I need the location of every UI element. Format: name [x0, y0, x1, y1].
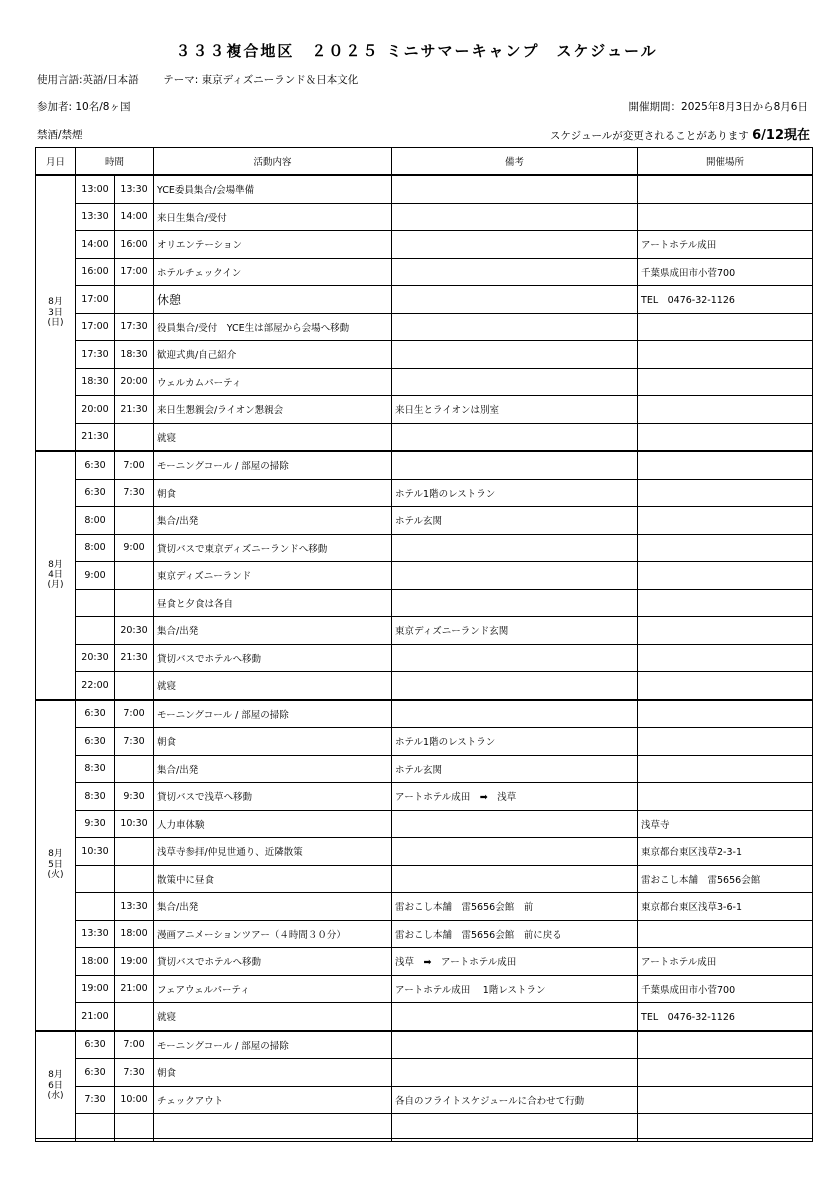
note-cell — [392, 451, 638, 479]
venue-cell — [638, 534, 813, 562]
activity-cell: 朝食 — [154, 479, 392, 507]
venue-cell — [638, 451, 813, 479]
activity-cell: 来日生集合/受付 — [154, 203, 392, 231]
activity-cell: 朝食 — [154, 1059, 392, 1087]
table-bottom-rule — [35, 1138, 812, 1139]
activity-cell: 集合/出発 — [154, 893, 392, 921]
table-row — [36, 396, 813, 424]
end-time-cell — [115, 562, 154, 590]
start-time-cell: 17:00 — [76, 313, 115, 341]
table-row — [36, 644, 813, 672]
note-cell — [392, 589, 638, 617]
end-time-cell: 20:30 — [115, 617, 154, 645]
note-cell — [392, 341, 638, 369]
venue-cell — [638, 1059, 813, 1087]
table-row — [36, 755, 813, 783]
activity-cell: オリエンテーション — [154, 231, 392, 259]
start-time-cell: 17:30 — [76, 341, 115, 369]
start-time-cell: 6:30 — [76, 1031, 115, 1059]
activity-cell: 東京ディズニーランド — [154, 562, 392, 590]
venue-cell — [638, 341, 813, 369]
note-cell — [392, 286, 638, 314]
date-cell: 8月 3日 (日) — [36, 175, 76, 451]
note-cell — [392, 423, 638, 451]
venue-cell — [638, 589, 813, 617]
table-row — [36, 286, 813, 314]
end-time-cell: 10:00 — [115, 1086, 154, 1114]
end-time-cell — [115, 423, 154, 451]
table-row — [36, 507, 813, 535]
venue-cell — [638, 672, 813, 700]
start-time-cell — [76, 865, 115, 893]
activity-cell: 人力車体験 — [154, 810, 392, 838]
activity-cell: 就寝 — [154, 1003, 392, 1031]
date-cell: 8月 4日 (月) — [36, 451, 76, 700]
start-time-cell: 20:00 — [76, 396, 115, 424]
table-row — [36, 783, 813, 811]
start-time-cell: 13:00 — [76, 175, 115, 203]
table-row — [36, 1031, 813, 1059]
note-cell: ホテル玄関 — [392, 507, 638, 535]
table-row — [36, 589, 813, 617]
venue-cell — [638, 644, 813, 672]
table-row — [36, 948, 813, 976]
note-cell: 雷おこし本舗 雷5656会館 前 — [392, 893, 638, 921]
schedule-table — [35, 147, 813, 1142]
start-time-cell: 9:00 — [76, 562, 115, 590]
venue-cell — [638, 203, 813, 231]
activity-cell: 来日生懇親会/ライオン懇親会 — [154, 396, 392, 424]
table-row — [36, 258, 813, 286]
activity-cell: チェックアウト — [154, 1086, 392, 1114]
note-cell: ホテル1階のレストラン — [392, 728, 638, 756]
table-row — [36, 838, 813, 866]
venue-cell — [638, 368, 813, 396]
note-cell — [392, 258, 638, 286]
activity-cell: モーニングコール / 部屋の掃除 — [154, 700, 392, 728]
rules-text: 禁酒/禁煙 — [37, 129, 83, 141]
end-time-cell: 9:00 — [115, 534, 154, 562]
table-row — [36, 617, 813, 645]
table-row — [36, 423, 813, 451]
table-row — [36, 534, 813, 562]
table-row — [36, 672, 813, 700]
start-time-cell: 6:30 — [76, 479, 115, 507]
start-time-cell: 6:30 — [76, 451, 115, 479]
end-time-cell — [115, 286, 154, 314]
venue-cell: アートホテル成田 — [638, 231, 813, 259]
table-row — [36, 893, 813, 921]
note-cell: ホテル1階のレストラン — [392, 479, 638, 507]
table-row — [36, 368, 813, 396]
venue-cell: 千葉県成田市小菅700 — [638, 975, 813, 1003]
table-row — [36, 313, 813, 341]
note-cell: アートホテル成田 1階レストラン — [392, 975, 638, 1003]
venue-cell: 東京都台東区浅草3-6-1 — [638, 893, 813, 921]
start-time-cell — [76, 1114, 115, 1142]
end-time-cell: 17:00 — [115, 258, 154, 286]
venue-cell: TEL 0476-32-1126 — [638, 286, 813, 314]
table-row — [36, 975, 813, 1003]
note-cell — [392, 865, 638, 893]
activity-cell: 昼食と夕食は各自 — [154, 589, 392, 617]
start-time-cell — [76, 617, 115, 645]
venue-cell — [638, 507, 813, 535]
note-cell — [392, 1059, 638, 1087]
header-venue: 開催場所 — [638, 148, 813, 176]
table-row — [36, 451, 813, 479]
table-row — [36, 810, 813, 838]
note-cell: 各自のフライトスケジュールに合わせて行動 — [392, 1086, 638, 1114]
date-cell: 8月 6日 (水) — [36, 1031, 76, 1142]
venue-cell — [638, 479, 813, 507]
activity-cell: モーニングコール / 部屋の掃除 — [154, 1031, 392, 1059]
start-time-cell: 8:30 — [76, 755, 115, 783]
start-time-cell: 13:30 — [76, 920, 115, 948]
start-time-cell: 10:30 — [76, 838, 115, 866]
end-time-cell: 17:30 — [115, 313, 154, 341]
start-time-cell: 6:30 — [76, 728, 115, 756]
as-of-date: 6/12現在 — [752, 128, 810, 143]
start-time-cell — [76, 589, 115, 617]
note-cell — [392, 672, 638, 700]
note-cell — [392, 562, 638, 590]
end-time-cell: 13:30 — [115, 893, 154, 921]
header-notes: 備考 — [392, 148, 638, 176]
note-cell: 浅草 ➡ アートホテル成田 — [392, 948, 638, 976]
venue-cell — [638, 396, 813, 424]
venue-cell: アートホテル成田 — [638, 948, 813, 976]
start-time-cell: 8:30 — [76, 783, 115, 811]
activity-cell: 集合/出発 — [154, 755, 392, 783]
note-cell: 東京ディズニーランド玄関 — [392, 617, 638, 645]
end-time-cell: 21:30 — [115, 396, 154, 424]
end-time-cell: 10:30 — [115, 810, 154, 838]
activity-cell: 休憩 — [154, 286, 392, 314]
start-time-cell: 14:00 — [76, 231, 115, 259]
venue-cell — [638, 423, 813, 451]
venue-cell: 浅草寺 — [638, 810, 813, 838]
start-time-cell: 8:00 — [76, 507, 115, 535]
venue-cell — [638, 920, 813, 948]
notice-line — [550, 124, 810, 143]
note-cell — [392, 644, 638, 672]
venue-cell — [638, 755, 813, 783]
end-time-cell: 7:00 — [115, 1031, 154, 1059]
venue-cell — [638, 562, 813, 590]
venue-cell: 雷おこし本舗 雷5656会館 — [638, 865, 813, 893]
start-time-cell: 19:00 — [76, 975, 115, 1003]
venue-cell — [638, 1114, 813, 1142]
start-time-cell: 21:00 — [76, 1003, 115, 1031]
activity-cell: 貸切バスで東京ディズニーランドへ移動 — [154, 534, 392, 562]
end-time-cell: 7:30 — [115, 728, 154, 756]
activity-cell: 貸切バスでホテルへ移動 — [154, 644, 392, 672]
venue-cell — [638, 700, 813, 728]
activity-cell: 貸切バスで浅草へ移動 — [154, 783, 392, 811]
end-time-cell: 21:00 — [115, 975, 154, 1003]
venue-cell: TEL 0476-32-1126 — [638, 1003, 813, 1031]
end-time-cell — [115, 755, 154, 783]
note-cell — [392, 534, 638, 562]
note-cell — [392, 1114, 638, 1142]
activity-cell: 集合/出発 — [154, 507, 392, 535]
activity-cell: モーニングコール / 部屋の掃除 — [154, 451, 392, 479]
venue-cell — [638, 783, 813, 811]
note-cell: 雷おこし本舗 雷5656会館 前に戻る — [392, 920, 638, 948]
note-cell — [392, 810, 638, 838]
end-time-cell — [115, 672, 154, 700]
venue-cell — [638, 1031, 813, 1059]
start-time-cell: 18:00 — [76, 948, 115, 976]
note-cell: ホテル玄関 — [392, 755, 638, 783]
activity-cell: 役員集合/受付 YCE生は部屋から会場へ移動 — [154, 313, 392, 341]
end-time-cell: 13:30 — [115, 175, 154, 203]
activity-cell: 歓迎式典/自己紹介 — [154, 341, 392, 369]
header-activity: 活動内容 — [154, 148, 392, 176]
end-time-cell: 14:00 — [115, 203, 154, 231]
header-time: 時間 — [76, 148, 154, 176]
start-time-cell: 22:00 — [76, 672, 115, 700]
start-time-cell: 6:30 — [76, 700, 115, 728]
activity-cell: YCE委員集合/会場準備 — [154, 175, 392, 203]
table-row — [36, 562, 813, 590]
start-time-cell: 6:30 — [76, 1059, 115, 1087]
note-cell: アートホテル成田 ➡ 浅草 — [392, 783, 638, 811]
start-time-cell: 18:30 — [76, 368, 115, 396]
end-time-cell: 7:30 — [115, 1059, 154, 1087]
note-cell — [392, 175, 638, 203]
end-time-cell: 19:00 — [115, 948, 154, 976]
table-row — [36, 865, 813, 893]
venue-cell — [638, 313, 813, 341]
schedule-body — [36, 175, 813, 1141]
theme-text: テーマ: 東京ディズニーランド＆日本文化 — [163, 74, 359, 86]
note-cell — [392, 203, 638, 231]
end-time-cell: 16:00 — [115, 231, 154, 259]
start-time-cell: 7:30 — [76, 1086, 115, 1114]
end-time-cell — [115, 507, 154, 535]
end-time-cell: 18:30 — [115, 341, 154, 369]
activity-cell: ウェルカムパーティ — [154, 368, 392, 396]
note-cell — [392, 838, 638, 866]
activity-cell: 朝食 — [154, 728, 392, 756]
start-time-cell — [76, 893, 115, 921]
end-time-cell: 9:30 — [115, 783, 154, 811]
start-time-cell: 16:00 — [76, 258, 115, 286]
table-row — [36, 700, 813, 728]
table-row — [36, 479, 813, 507]
activity-cell: 集合/出発 — [154, 617, 392, 645]
venue-cell — [638, 175, 813, 203]
note-cell — [392, 313, 638, 341]
end-time-cell — [115, 1003, 154, 1031]
venue-cell: 千葉県成田市小菅700 — [638, 258, 813, 286]
activity-cell — [154, 1114, 392, 1142]
note-cell — [392, 1003, 638, 1031]
activity-cell: 就寝 — [154, 672, 392, 700]
end-time-cell: 7:00 — [115, 451, 154, 479]
venue-cell — [638, 617, 813, 645]
activity-cell: 散策中に昼食 — [154, 865, 392, 893]
venue-cell — [638, 1086, 813, 1114]
activity-cell: 浅草寺参拝/仲見世通り、近隣散策 — [154, 838, 392, 866]
table-row — [36, 175, 813, 203]
table-row — [36, 1114, 813, 1142]
activity-cell: 就寝 — [154, 423, 392, 451]
table-row — [36, 1003, 813, 1031]
table-row — [36, 1086, 813, 1114]
notice-text: スケジュールが変更されることがあります — [549, 130, 749, 142]
table-row — [36, 231, 813, 259]
info-line-1 — [37, 72, 358, 87]
activity-cell: フェアウェルパーティ — [154, 975, 392, 1003]
end-time-cell: 7:00 — [115, 700, 154, 728]
start-time-cell: 9:30 — [76, 810, 115, 838]
end-time-cell: 18:00 — [115, 920, 154, 948]
note-cell — [392, 368, 638, 396]
table-row — [36, 1059, 813, 1087]
end-time-cell — [115, 865, 154, 893]
end-time-cell: 21:30 — [115, 644, 154, 672]
note-cell — [392, 700, 638, 728]
start-time-cell: 17:00 — [76, 286, 115, 314]
date-cell: 8月 5日 (火) — [36, 700, 76, 1031]
note-cell — [392, 1031, 638, 1059]
start-time-cell: 13:30 — [76, 203, 115, 231]
language-text: 使用言語:英語/日本語 — [37, 74, 139, 86]
header-date: 月日 — [36, 148, 76, 176]
table-row — [36, 920, 813, 948]
table-header-row — [36, 148, 813, 176]
page-title: ３３３複合地区 ２０２５ ミニサマーキャンプ スケジュール — [175, 42, 658, 60]
participants-text: 参加者: 10名/8ヶ国 — [37, 101, 131, 113]
start-time-cell: 20:30 — [76, 644, 115, 672]
end-time-cell: 7:30 — [115, 479, 154, 507]
activity-cell: 漫画アニメーションツアー（４時間３０分） — [154, 920, 392, 948]
activity-cell: 貸切バスでホテルへ移動 — [154, 948, 392, 976]
activity-cell: ホテルチェックイン — [154, 258, 392, 286]
end-time-cell — [115, 589, 154, 617]
start-time-cell: 21:30 — [76, 423, 115, 451]
end-time-cell — [115, 838, 154, 866]
start-time-cell: 8:00 — [76, 534, 115, 562]
end-time-cell — [115, 1114, 154, 1142]
table-row — [36, 203, 813, 231]
venue-cell: 東京都台東区浅草2-3-1 — [638, 838, 813, 866]
venue-cell — [638, 728, 813, 756]
table-row — [36, 728, 813, 756]
note-cell — [392, 231, 638, 259]
end-time-cell: 20:00 — [115, 368, 154, 396]
period-text: 開催期間：2025年8月3日から8月6日 — [628, 101, 808, 113]
table-row — [36, 341, 813, 369]
note-cell: 来日生とライオンは別室 — [392, 396, 638, 424]
